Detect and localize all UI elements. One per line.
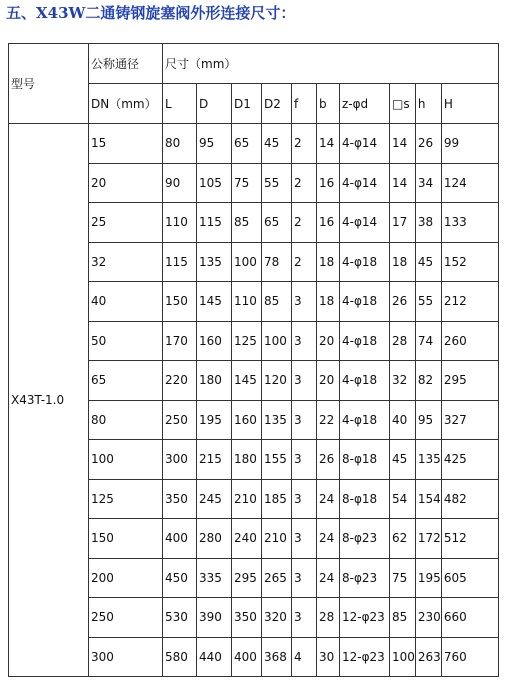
cell-b: 30 <box>317 637 340 677</box>
cell-H: 124 <box>441 163 498 203</box>
cell-h: 230 <box>415 598 441 638</box>
cell-h: 195 <box>415 558 441 598</box>
cell-D2: 45 <box>262 124 292 164</box>
cell-D2: 65 <box>262 203 292 243</box>
header-col-D1: D1 <box>232 84 262 124</box>
cell-s: 32 <box>390 361 416 401</box>
cell-f: 2 <box>292 203 317 243</box>
cell-L: 220 <box>163 361 197 401</box>
cell-s: 18 <box>390 242 416 282</box>
header-size: 尺寸（mm） <box>163 44 499 84</box>
cell-dn: 15 <box>89 124 163 164</box>
cell-b: 24 <box>317 479 340 519</box>
cell-f: 2 <box>292 163 317 203</box>
cell-f: 4 <box>292 637 317 677</box>
cell-L: 580 <box>163 637 197 677</box>
cell-D: 245 <box>197 479 232 519</box>
cell-L: 170 <box>163 321 197 361</box>
cell-zd: 4-φ18 <box>340 242 390 282</box>
table-body <box>9 44 499 677</box>
cell-D2: 78 <box>262 242 292 282</box>
cell-f: 3 <box>292 440 317 480</box>
header-col-h: h <box>415 84 441 124</box>
header-col-f: f <box>292 84 317 124</box>
model-cell: X43T-1.0 <box>9 124 89 677</box>
cell-dn: 25 <box>89 203 163 243</box>
cell-D1: 75 <box>232 163 262 203</box>
cell-h: 135 <box>415 440 441 480</box>
cell-dn: 100 <box>89 440 163 480</box>
header-col-H: H <box>441 84 498 124</box>
cell-dn: 200 <box>89 558 163 598</box>
cell-L: 400 <box>163 519 197 559</box>
header-col-s: □s <box>390 84 416 124</box>
cell-f: 3 <box>292 558 317 598</box>
cell-h: 34 <box>415 163 441 203</box>
cell-dn: 150 <box>89 519 163 559</box>
cell-h: 74 <box>415 321 441 361</box>
cell-L: 530 <box>163 598 197 638</box>
cell-b: 24 <box>317 558 340 598</box>
cell-dn: 250 <box>89 598 163 638</box>
cell-D: 390 <box>197 598 232 638</box>
cell-b: 20 <box>317 361 340 401</box>
cell-s: 85 <box>390 598 416 638</box>
cell-s: 26 <box>390 282 416 322</box>
cell-H: 660 <box>441 598 498 638</box>
header-dn: DN（mm） <box>89 84 163 124</box>
cell-f: 3 <box>292 282 317 322</box>
cell-h: 172 <box>415 519 441 559</box>
cell-dn: 40 <box>89 282 163 322</box>
header-col-D2: D2 <box>262 84 292 124</box>
cell-zd: 4-φ18 <box>340 321 390 361</box>
cell-D2: 135 <box>262 400 292 440</box>
cell-dn: 32 <box>89 242 163 282</box>
cell-f: 3 <box>292 598 317 638</box>
cell-dn: 50 <box>89 321 163 361</box>
cell-zd: 4-φ14 <box>340 163 390 203</box>
cell-b: 16 <box>317 203 340 243</box>
cell-H: 482 <box>441 479 498 519</box>
cell-D1: 210 <box>232 479 262 519</box>
cell-b: 20 <box>317 321 340 361</box>
cell-D: 95 <box>197 124 232 164</box>
cell-D1: 65 <box>232 124 262 164</box>
cell-dn: 125 <box>89 479 163 519</box>
cell-s: 100 <box>390 637 416 677</box>
cell-L: 300 <box>163 440 197 480</box>
header-col-b: b <box>317 84 340 124</box>
cell-b: 26 <box>317 440 340 480</box>
cell-D1: 400 <box>232 637 262 677</box>
cell-zd: 8-φ23 <box>340 558 390 598</box>
cell-s: 17 <box>390 203 416 243</box>
cell-h: 45 <box>415 242 441 282</box>
cell-dn: 65 <box>89 361 163 401</box>
cell-D1: 180 <box>232 440 262 480</box>
cell-h: 263 <box>415 637 441 677</box>
cell-b: 22 <box>317 400 340 440</box>
header-model: 型号 <box>9 44 89 124</box>
header-col-L: L <box>163 84 197 124</box>
cell-L: 90 <box>163 163 197 203</box>
cell-s: 28 <box>390 321 416 361</box>
cell-zd: 12-φ23 <box>340 637 390 677</box>
cell-h: 38 <box>415 203 441 243</box>
cell-D: 215 <box>197 440 232 480</box>
cell-D2: 368 <box>262 637 292 677</box>
cell-L: 250 <box>163 400 197 440</box>
cell-f: 2 <box>292 124 317 164</box>
cell-b: 18 <box>317 242 340 282</box>
header-nominal: 公称通径 <box>89 44 163 84</box>
cell-D1: 100 <box>232 242 262 282</box>
cell-D2: 320 <box>262 598 292 638</box>
cell-dn: 80 <box>89 400 163 440</box>
cell-s: 40 <box>390 400 416 440</box>
cell-s: 45 <box>390 440 416 480</box>
cell-L: 115 <box>163 242 197 282</box>
cell-h: 95 <box>415 400 441 440</box>
cell-D2: 155 <box>262 440 292 480</box>
cell-zd: 4-φ18 <box>340 400 390 440</box>
cell-b: 24 <box>317 519 340 559</box>
cell-D1: 110 <box>232 282 262 322</box>
cell-s: 14 <box>390 124 416 164</box>
cell-D: 195 <box>197 400 232 440</box>
cell-b: 16 <box>317 163 340 203</box>
cell-D: 335 <box>197 558 232 598</box>
cell-L: 110 <box>163 203 197 243</box>
cell-D1: 160 <box>232 400 262 440</box>
cell-H: 512 <box>441 519 498 559</box>
cell-D2: 185 <box>262 479 292 519</box>
header-col-zd: z-φd <box>340 84 390 124</box>
cell-D1: 85 <box>232 203 262 243</box>
dimension-table <box>8 43 499 677</box>
cell-h: 82 <box>415 361 441 401</box>
cell-h: 55 <box>415 282 441 322</box>
cell-h: 154 <box>415 479 441 519</box>
cell-D: 280 <box>197 519 232 559</box>
cell-dn: 300 <box>89 637 163 677</box>
cell-D2: 85 <box>262 282 292 322</box>
header-col-D: D <box>197 84 232 124</box>
cell-D1: 125 <box>232 321 262 361</box>
cell-zd: 12-φ23 <box>340 598 390 638</box>
cell-zd: 4-φ14 <box>340 124 390 164</box>
cell-s: 54 <box>390 479 416 519</box>
cell-H: 212 <box>441 282 498 322</box>
cell-zd: 8-φ23 <box>340 519 390 559</box>
cell-H: 327 <box>441 400 498 440</box>
section-heading: 五、X43W二通铸钢旋塞阀外形连接尺寸： <box>6 4 296 22</box>
cell-L: 450 <box>163 558 197 598</box>
cell-D1: 240 <box>232 519 262 559</box>
cell-L: 350 <box>163 479 197 519</box>
cell-f: 3 <box>292 519 317 559</box>
cell-D2: 120 <box>262 361 292 401</box>
cell-D: 105 <box>197 163 232 203</box>
cell-D2: 100 <box>262 321 292 361</box>
cell-D: 145 <box>197 282 232 322</box>
cell-s: 14 <box>390 163 416 203</box>
cell-H: 760 <box>441 637 498 677</box>
cell-D1: 295 <box>232 558 262 598</box>
cell-L: 80 <box>163 124 197 164</box>
cell-H: 99 <box>441 124 498 164</box>
header-row-1 <box>9 44 499 84</box>
cell-zd: 8-φ18 <box>340 479 390 519</box>
cell-zd: 4-φ14 <box>340 203 390 243</box>
cell-s: 62 <box>390 519 416 559</box>
cell-D2: 55 <box>262 163 292 203</box>
cell-H: 133 <box>441 203 498 243</box>
cell-dn: 20 <box>89 163 163 203</box>
cell-s: 75 <box>390 558 416 598</box>
cell-h: 26 <box>415 124 441 164</box>
cell-H: 605 <box>441 558 498 598</box>
cell-f: 3 <box>292 479 317 519</box>
cell-H: 425 <box>441 440 498 480</box>
table-row <box>9 124 499 164</box>
cell-D: 180 <box>197 361 232 401</box>
cell-D: 115 <box>197 203 232 243</box>
cell-H: 295 <box>441 361 498 401</box>
cell-zd: 4-φ18 <box>340 282 390 322</box>
cell-f: 3 <box>292 361 317 401</box>
cell-b: 28 <box>317 598 340 638</box>
cell-b: 14 <box>317 124 340 164</box>
cell-H: 260 <box>441 321 498 361</box>
cell-zd: 8-φ18 <box>340 440 390 480</box>
cell-H: 152 <box>441 242 498 282</box>
cell-b: 18 <box>317 282 340 322</box>
cell-f: 3 <box>292 400 317 440</box>
cell-D2: 265 <box>262 558 292 598</box>
cell-zd: 4-φ18 <box>340 361 390 401</box>
cell-D1: 145 <box>232 361 262 401</box>
cell-f: 2 <box>292 242 317 282</box>
cell-D: 135 <box>197 242 232 282</box>
cell-D: 440 <box>197 637 232 677</box>
cell-D2: 210 <box>262 519 292 559</box>
cell-L: 150 <box>163 282 197 322</box>
cell-D: 160 <box>197 321 232 361</box>
cell-f: 3 <box>292 321 317 361</box>
cell-D1: 350 <box>232 598 262 638</box>
